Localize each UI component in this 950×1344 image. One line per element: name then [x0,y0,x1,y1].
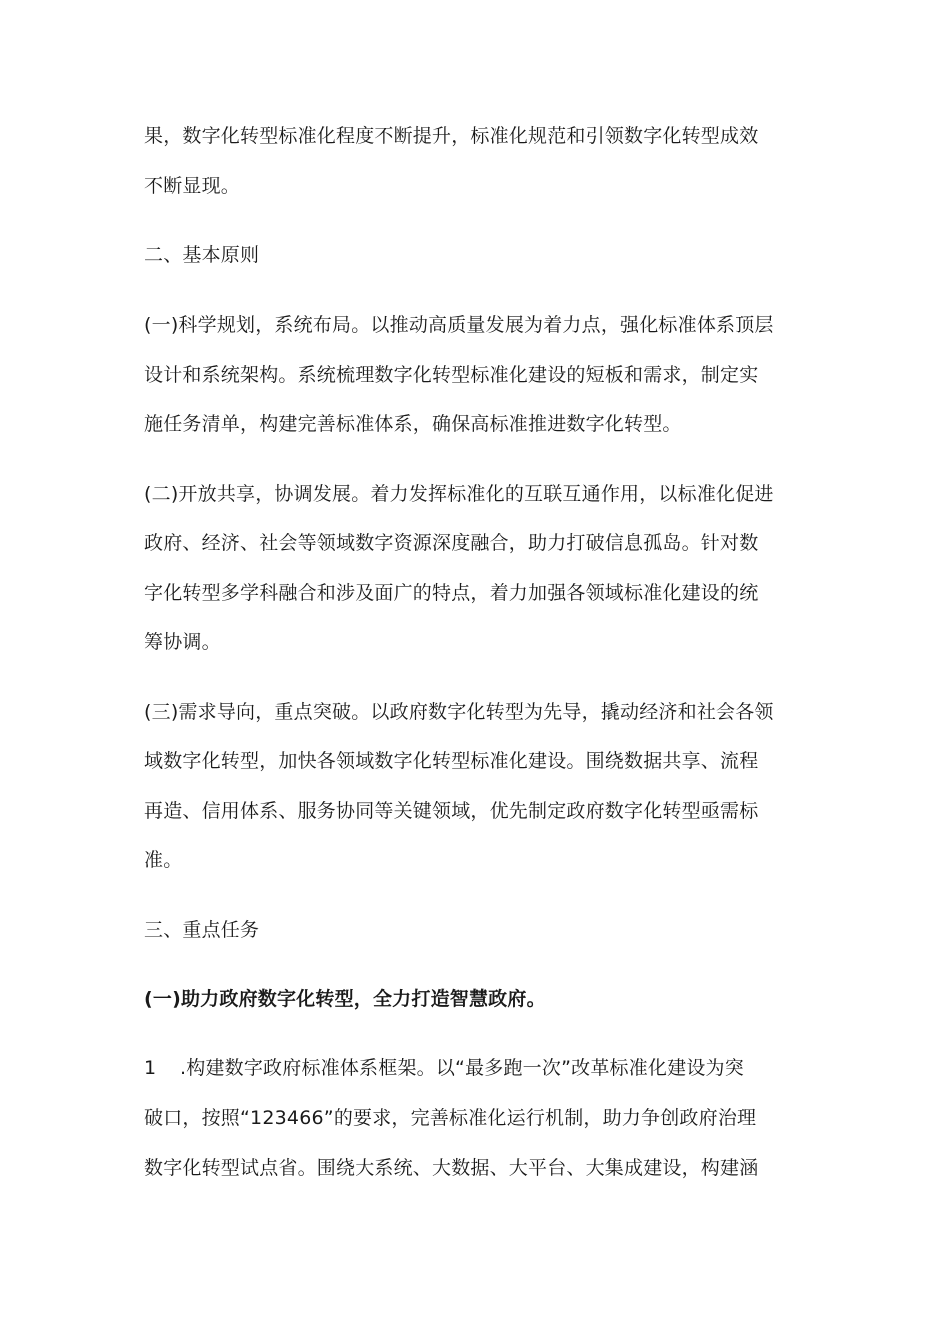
principle-2-line-3: 字化转型多学科融合和涉及面广的特点，着力加强各领域标准化建设的统 [144,582,759,604]
item-1-line-1-text: .构建数字政府标准体系框架。以“最多跑一次”改革标准化建设为突 [180,1057,744,1079]
intro-line-1: 果，数字化转型标准化程度不断提升，标准化规范和引领数字化转型成效 [144,125,759,147]
principle-3-line-3: 再造、信用体系、服务协同等关键领域，优先制定政府数字化转型亟需标 [144,800,759,822]
item-1-line-1 [144,1055,824,1081]
section-heading-basic-principles: 二、基本原则 [144,244,260,266]
principle-1-line-2: 设计和系统架构。系统梳理数字化转型标准化建设的短板和需求，制定实 [144,364,759,386]
principle-2-line-4: 筹协调。 [144,631,221,653]
principle-1-line-3: 施任务清单，构建完善标准体系，确保高标准推进数字化转型。 [144,413,682,435]
principle-3-line-1: (三)需求导向，重点突破。以政府数字化转型为先导，撬动经济和社会各领 [144,701,774,723]
principle-1-line-1: (一)科学规划，系统布局。以推动高质量发展为着力点，强化标准体系顶层 [144,314,774,336]
intro-line-2: 不断显现。 [144,175,241,197]
principle-3-line-4: 准。 [144,849,183,871]
principle-2-line-1: (二)开放共享，协调发展。着力发挥标准化的互联互通作用，以标准化促进 [144,483,774,505]
section-heading-key-tasks: 三、重点任务 [144,919,260,941]
principle-3-line-2: 域数字化转型，加快各领域数字化转型标准化建设。围绕数据共享、流程 [144,750,759,772]
principle-2-line-2: 政府、经济、社会等领域数字资源深度融合，助力打破信息孤岛。针对数 [144,532,759,554]
item-1-number: 1 [144,1057,157,1079]
item-1-line-2: 破口，按照“123466”的要求，完善标准化运行机制，助力争创政府治理 [144,1107,757,1129]
item-1-line-3: 数字化转型试点省。围绕大系统、大数据、大平台、大集成建设，构建涵 [144,1157,759,1179]
task-1-heading: (一)助力政府数字化转型，全力打造智慧政府。 [144,988,546,1010]
